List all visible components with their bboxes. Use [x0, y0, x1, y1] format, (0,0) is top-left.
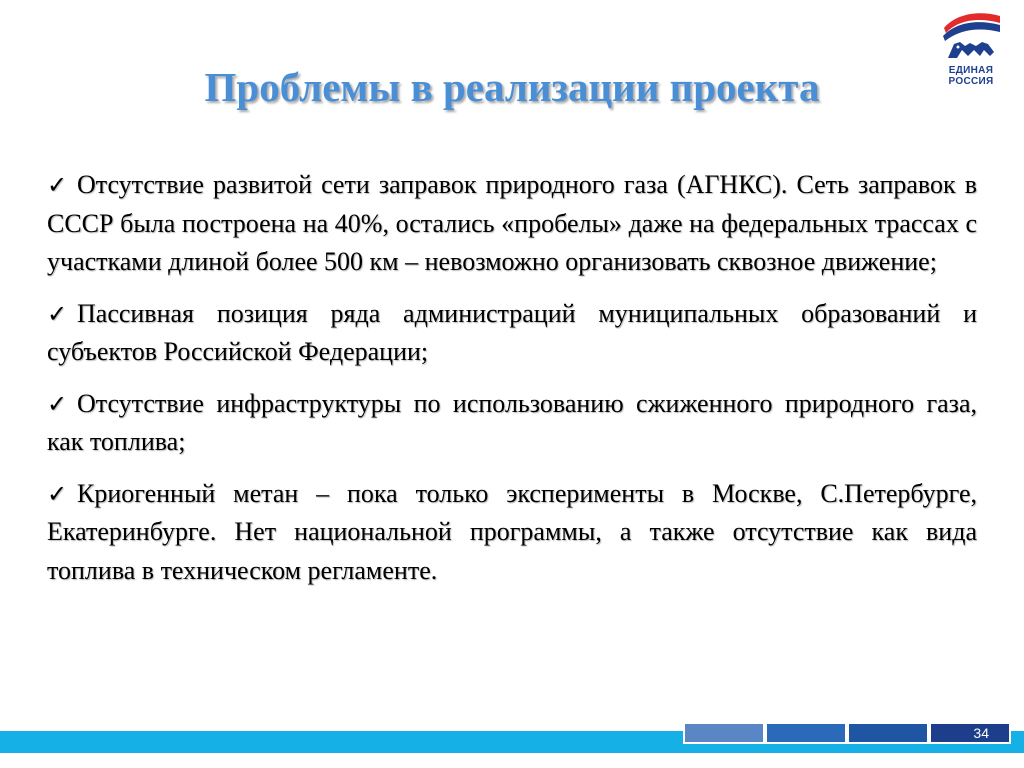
checkmark-icon: ✓	[47, 389, 68, 418]
list-item-3	[47, 385, 977, 462]
bear-flag-icon	[938, 6, 1004, 66]
footer-box-2	[765, 722, 847, 744]
list-item-1	[47, 166, 977, 282]
footer-box-3	[847, 722, 929, 744]
checkmark-icon: ✓	[47, 479, 68, 508]
list-item-4	[47, 475, 977, 591]
list-item-text: Отсутствие развитой сети заправок природного газа (АГНКС). Сеть заправок в СССР была построена на 40%, остались «пробелы» даже на федеральных трассах с участками длиной более 500 км – невозможно организовать сквозное движение;	[47, 170, 977, 276]
slide-title: Проблемы в реализации проекта	[204, 64, 820, 110]
logo-text-line1: ЕДИНАЯ	[948, 65, 994, 76]
logo-text-line2: РОССИЯ	[948, 76, 994, 87]
checkmark-icon: ✓	[47, 299, 68, 328]
list-item-text: Пассивная позиция ряда администраций муниципальных образований и субъектов Российской Федерации;	[47, 298, 977, 366]
list-item-2	[47, 295, 977, 372]
problem-list	[47, 166, 977, 603]
footer-box-1	[683, 722, 765, 744]
list-item-text: Отсутствие инфраструктуры по использованию сжиженного природного газа, как топлива;	[47, 388, 977, 456]
list-item-text: Криогенный метан – пока только эксперименты в Москве, С.Петербурге, Екатеринбурге. Нет национальной программы, а также отсутствие как вида топлива в техническом регламенте.	[47, 478, 977, 585]
page-number: 34	[929, 722, 1011, 744]
footer-boxes	[683, 722, 1011, 744]
checkmark-icon: ✓	[47, 171, 68, 199]
